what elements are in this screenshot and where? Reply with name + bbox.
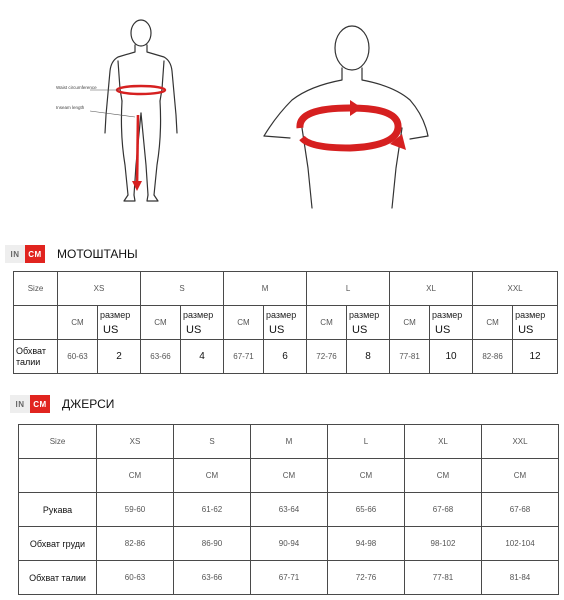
- unit-toggle[interactable]: [10, 395, 50, 413]
- waist-marker: [117, 86, 165, 94]
- table-row: [19, 527, 559, 561]
- table-cell: 67-68: [482, 493, 559, 527]
- table-cell: 86-90: [174, 527, 251, 561]
- table-cell: 65-66: [328, 493, 405, 527]
- size-header-cell: Size: [19, 425, 97, 459]
- cm-header: CM: [473, 306, 513, 340]
- size-xl: XL: [405, 425, 482, 459]
- unit-in-button[interactable]: IN: [5, 245, 25, 263]
- chest-row-label: Обхват груди: [19, 527, 97, 561]
- inseam-marker: [137, 115, 138, 187]
- waist-cm-s: 63-66: [141, 340, 181, 374]
- us-size-header: размер US: [98, 306, 141, 340]
- size-l: L: [307, 272, 390, 306]
- jersey-section-header: [10, 395, 114, 413]
- unit-cm-button[interactable]: CM: [30, 395, 50, 413]
- chest-arrow-marker: [300, 100, 406, 150]
- cm-header: CM: [58, 306, 98, 340]
- us-size-header: размер US: [513, 306, 558, 340]
- jersey-title: ДЖЕРСИ: [62, 397, 115, 411]
- us-size-s: 4: [181, 340, 224, 374]
- empty-cell: [19, 459, 97, 493]
- size-xl: XL: [390, 272, 473, 306]
- table-cell: 77-81: [405, 561, 482, 595]
- size-s: S: [141, 272, 224, 306]
- pants-section-header: [5, 245, 138, 263]
- cm-header: CM: [141, 306, 181, 340]
- table-cell: 72-76: [328, 561, 405, 595]
- waist-cm-xxl: 82-86: [473, 340, 513, 374]
- jersey-size-table: [18, 424, 559, 595]
- us-size-xxl: 12: [513, 340, 558, 374]
- table-cell: 102-104: [482, 527, 559, 561]
- table-cell: 63-64: [251, 493, 328, 527]
- unit-toggle[interactable]: [5, 245, 45, 263]
- size-m: M: [251, 425, 328, 459]
- size-l: L: [328, 425, 405, 459]
- us-size-xl: 10: [430, 340, 473, 374]
- table-cell: 82-86: [97, 527, 174, 561]
- body-figure-legs: [38, 5, 218, 210]
- size-s: S: [174, 425, 251, 459]
- waist-cm-l: 72-76: [307, 340, 347, 374]
- table-cell: 81-84: [482, 561, 559, 595]
- table-cell: 60-63: [97, 561, 174, 595]
- unit-in-button[interactable]: IN: [10, 395, 30, 413]
- table-cell: 61-62: [174, 493, 251, 527]
- us-size-header: размер US: [430, 306, 473, 340]
- size-m: M: [224, 272, 307, 306]
- us-size-header: размер US: [264, 306, 307, 340]
- pants-measurement-illustration: [38, 5, 218, 210]
- cm-header: CM: [224, 306, 264, 340]
- table-cell: 67-71: [251, 561, 328, 595]
- waist-cm-xl: 77-81: [390, 340, 430, 374]
- table-row: [19, 493, 559, 527]
- us-size-l: 8: [347, 340, 390, 374]
- table-cell: 67-68: [405, 493, 482, 527]
- size-xs: XS: [58, 272, 141, 306]
- cm-header: CM: [390, 306, 430, 340]
- cm-header: CM: [307, 306, 347, 340]
- us-size-xs: 2: [98, 340, 141, 374]
- cm-header: CM: [405, 459, 482, 493]
- table-cell: 90-94: [251, 527, 328, 561]
- cm-header: CM: [97, 459, 174, 493]
- pants-size-table: [13, 271, 558, 374]
- waist-row-label: Обхват талии: [19, 561, 97, 595]
- sleeve-row-label: Рукава: [19, 493, 97, 527]
- table-cell: 59-60: [97, 493, 174, 527]
- size-header-cell: Size: [14, 272, 58, 306]
- size-xxl: XXL: [482, 425, 559, 459]
- table-cell: 94-98: [328, 527, 405, 561]
- empty-cell: [14, 306, 58, 340]
- waist-cm-m: 67-71: [224, 340, 264, 374]
- cm-header: CM: [482, 459, 559, 493]
- us-size-header: размер US: [347, 306, 390, 340]
- cm-header: CM: [174, 459, 251, 493]
- body-figure-chest: [250, 8, 430, 210]
- size-xxl: XXL: [473, 272, 558, 306]
- table-cell: 63-66: [174, 561, 251, 595]
- waist-circumference-label: Waist circumference: [56, 85, 97, 90]
- pants-title: МОТОШТАНЫ: [57, 247, 138, 261]
- waist-row-label: Обхват талии: [14, 340, 58, 374]
- size-xs: XS: [97, 425, 174, 459]
- table-row: [19, 561, 559, 595]
- cm-header: CM: [251, 459, 328, 493]
- jersey-measurement-illustration: [250, 8, 430, 210]
- us-size-m: 6: [264, 340, 307, 374]
- us-size-header: размер US: [181, 306, 224, 340]
- inseam-length-label: Inseam length: [56, 105, 85, 110]
- unit-cm-button[interactable]: CM: [25, 245, 45, 263]
- table-cell: 98-102: [405, 527, 482, 561]
- cm-header: CM: [328, 459, 405, 493]
- waist-cm-xs: 60-63: [58, 340, 98, 374]
